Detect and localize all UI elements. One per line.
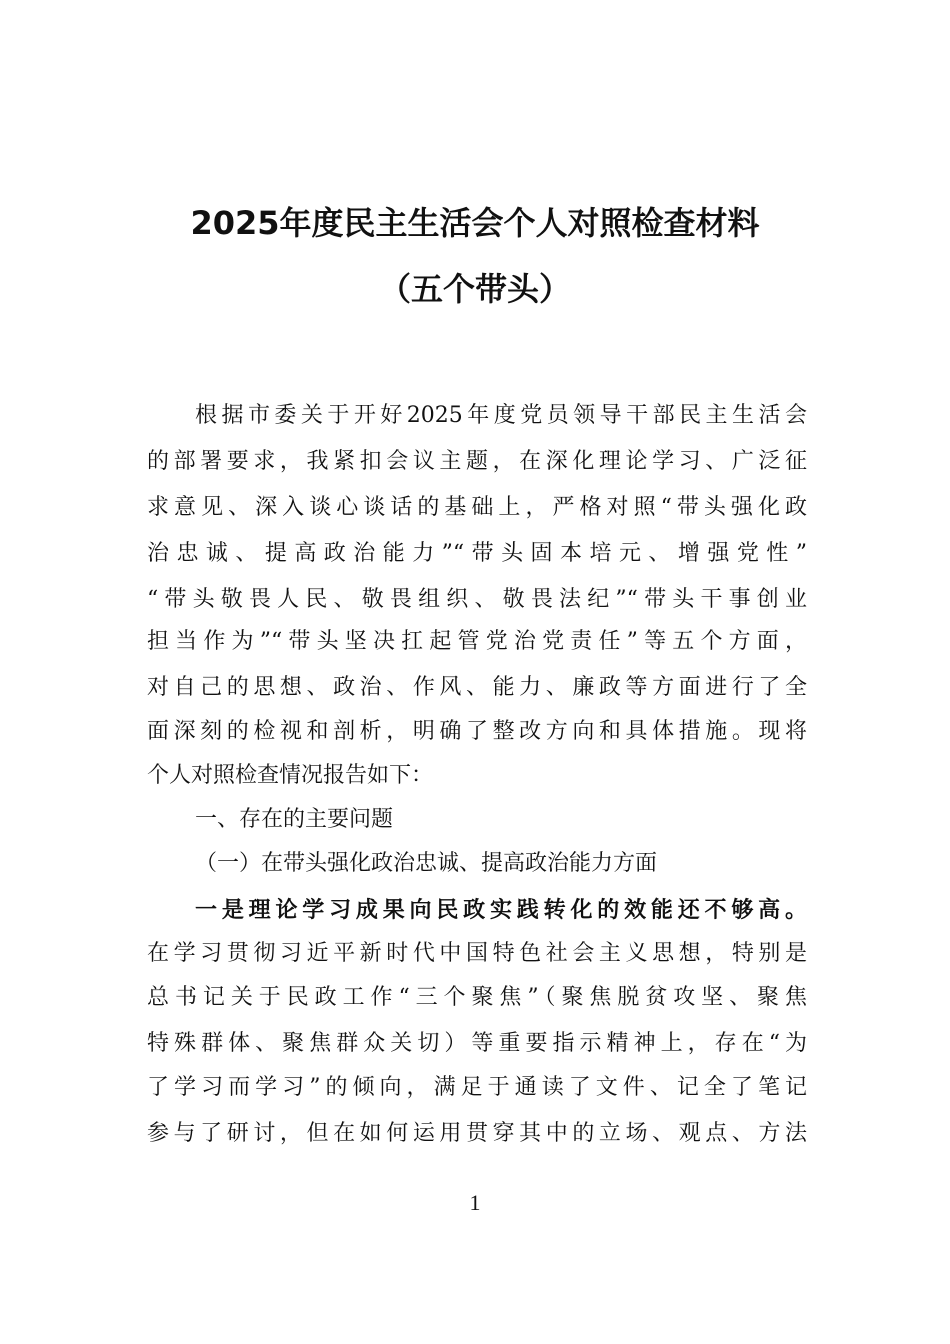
intro-line: “带头敬畏人民、敬畏组织、敬畏法纪”“带头干事创业 (147, 587, 807, 612)
intro-line: 个人对照检查情况报告如下： (147, 763, 434, 788)
intro-line: 的部署要求，我紧扣会议主题，在深化理论学习、广泛征 (147, 449, 807, 474)
intro-line: 求意见、深入谈心谈话的基础上，严格对照“带头强化政 (147, 495, 807, 520)
point-line: 特殊群体、聚焦群众关切）等重要指示精神上，存在“为 (147, 1031, 807, 1056)
point-line: 在学习贯彻习近平新时代中国特色社会主义思想，特别是 (147, 941, 807, 966)
document-title: 2025年度民主生活会个人对照检查材料 (190, 204, 760, 242)
subsection-heading: （一）在带头强化政治忠诚、提高政治能力方面 (195, 851, 658, 876)
intro-line: 面深刻的检视和剖析，明确了整改方向和具体措施。现将 (147, 719, 807, 744)
point-line: 了学习而学习”的倾向，满足于通读了文件、记全了笔记 (147, 1075, 807, 1100)
page-number: 1 (469, 1190, 481, 1215)
point-title: 一是理论学习成果向民政实践转化的效能还不够高。 (195, 897, 807, 923)
intro-line: 对自己的思想、政治、作风、能力、廉政等方面进行了全 (147, 675, 807, 700)
point-line: 参与了研讨，但在如何运用贯穿其中的立场、观点、方法 (147, 1121, 807, 1146)
point-line: 总书记关于民政工作“三个聚焦”（聚焦脱贫攻坚、聚焦 (147, 985, 807, 1010)
intro-line: 治忠诚、提高政治能力”“带头固本培元、增强党性” (147, 541, 807, 566)
section-heading: 一、存在的主要问题 (195, 807, 394, 832)
document-subtitle: （五个带头） (378, 270, 571, 308)
intro-line: 担当作为”“带头坚决扛起管党治党责任”等五个方面， (147, 629, 807, 654)
intro-line: 根据市委关于开好2025年度党员领导干部民主生活会 (195, 403, 807, 428)
